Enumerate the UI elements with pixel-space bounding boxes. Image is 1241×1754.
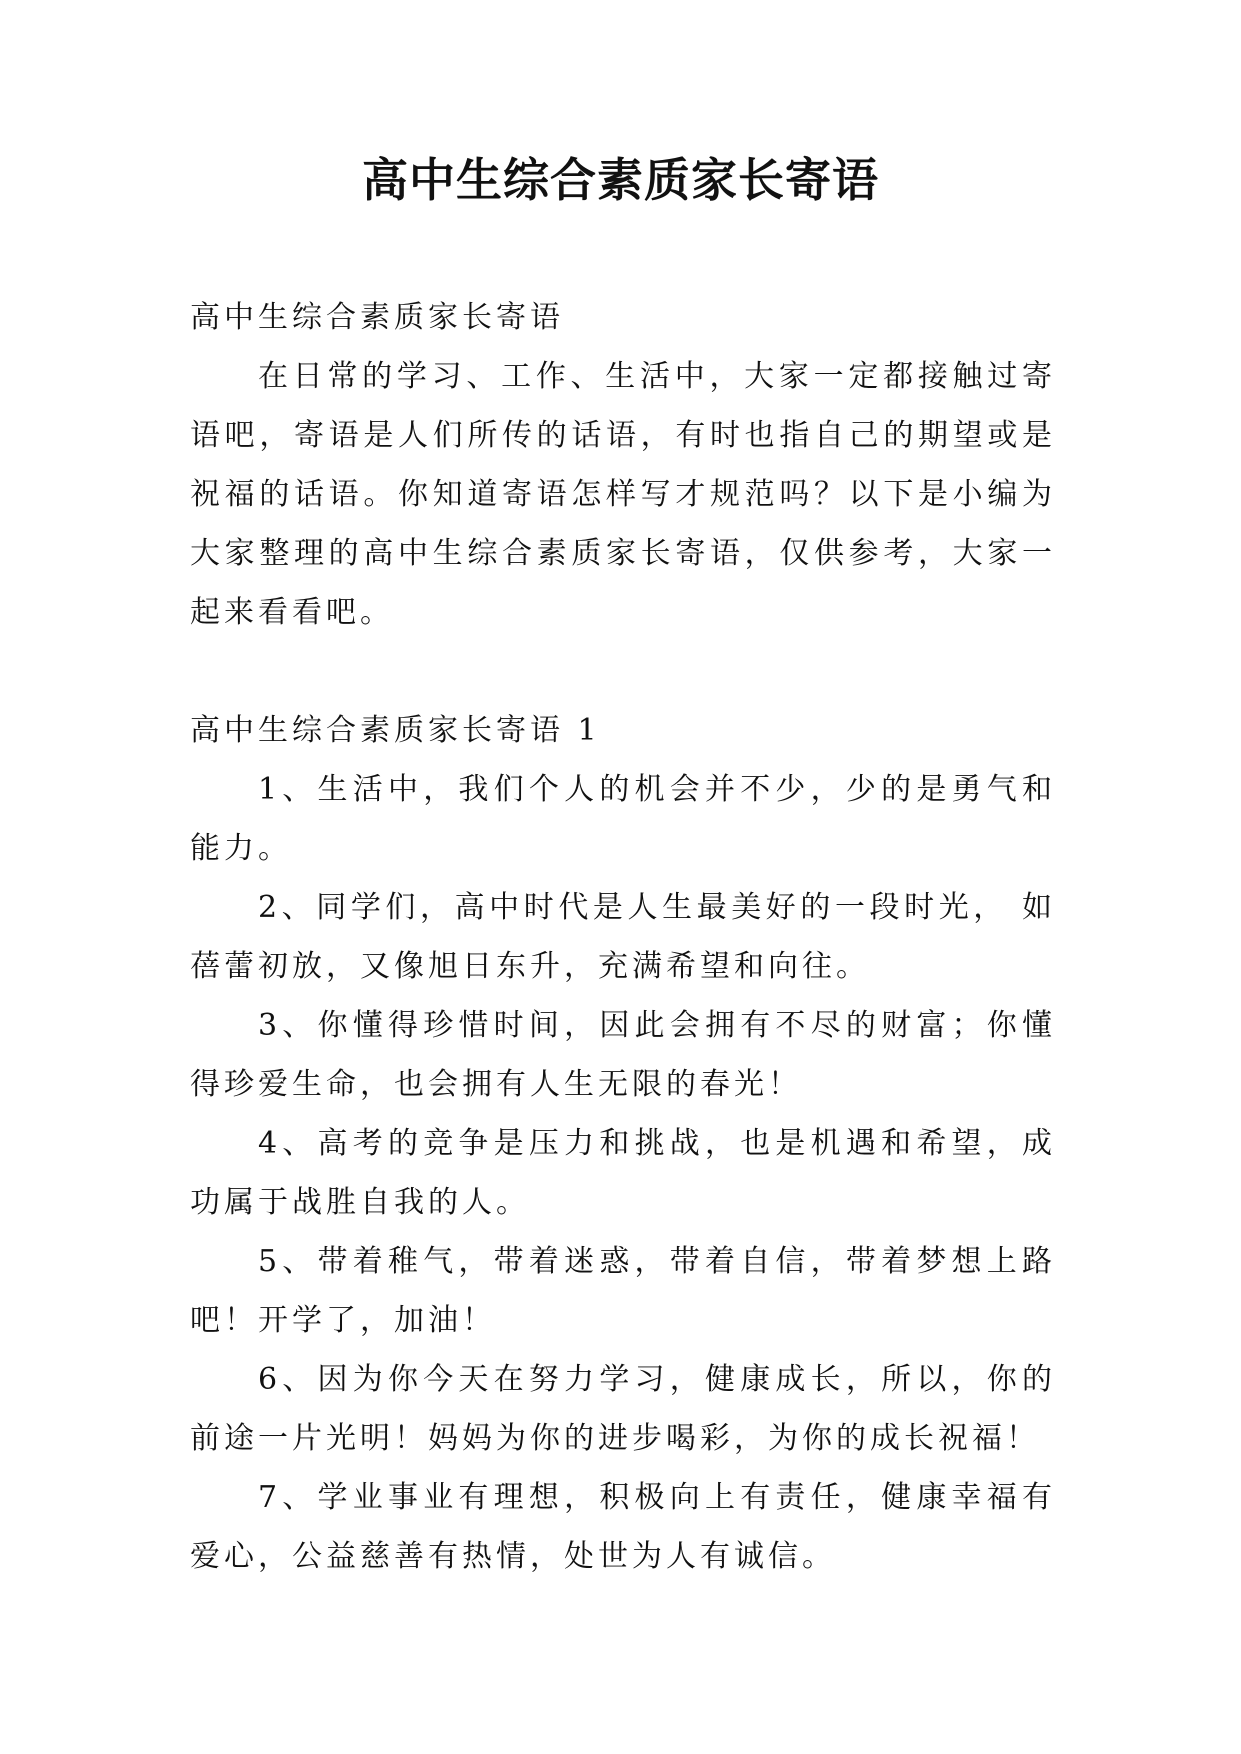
spacer	[190, 642, 1056, 701]
subtitle: 高中生综合素质家长寄语	[190, 300, 564, 335]
message-item-6: 6、因为你今天在努力学习，健康成长，所以，你的前途一片光明！妈妈为你的进步喝彩，为你的成长祝福！	[190, 1362, 1056, 1456]
message-item-5: 5、带着稚气，带着迷惑，带着自信，带着梦想上路吧！开学了，加油！	[190, 1244, 1056, 1338]
section-heading: 高中生综合素质家长寄语 1	[190, 713, 601, 748]
message-item-7: 7、学业事业有理想，积极向上有责任，健康幸福有爱心，公益慈善有热情，处世为人有诚信。	[190, 1480, 1056, 1574]
message-item-2: 2、同学们，高中时代是人生最美好的一段时光， 如蓓蕾初放，又像旭日东升，充满希望和向往。	[190, 890, 1056, 984]
message-item-1: 1、生活中，我们个人的机会并不少，少的是勇气和能力。	[190, 772, 1056, 866]
message-item-4: 4、高考的竞争是压力和挑战，也是机遇和希望，成功属于战胜自我的人。	[190, 1126, 1056, 1220]
document-title: 高中生综合素质家长寄语	[362, 153, 879, 207]
document-body	[190, 288, 1056, 1586]
intro-paragraph: 在日常的学习、工作、生活中，大家一定都接触过寄语吧，寄语是人们所传的话语，有时也指自己的期望或是祝福的话语。你知道寄语怎样写才规范吗？以下是小编为大家整理的高中生综合素质家长寄语，仅供参考，大家一起来看看吧。	[190, 359, 1056, 630]
message-item-3: 3、你懂得珍惜时间，因此会拥有不尽的财富；你懂得珍爱生命，也会拥有人生无限的春光！	[190, 1008, 1056, 1102]
